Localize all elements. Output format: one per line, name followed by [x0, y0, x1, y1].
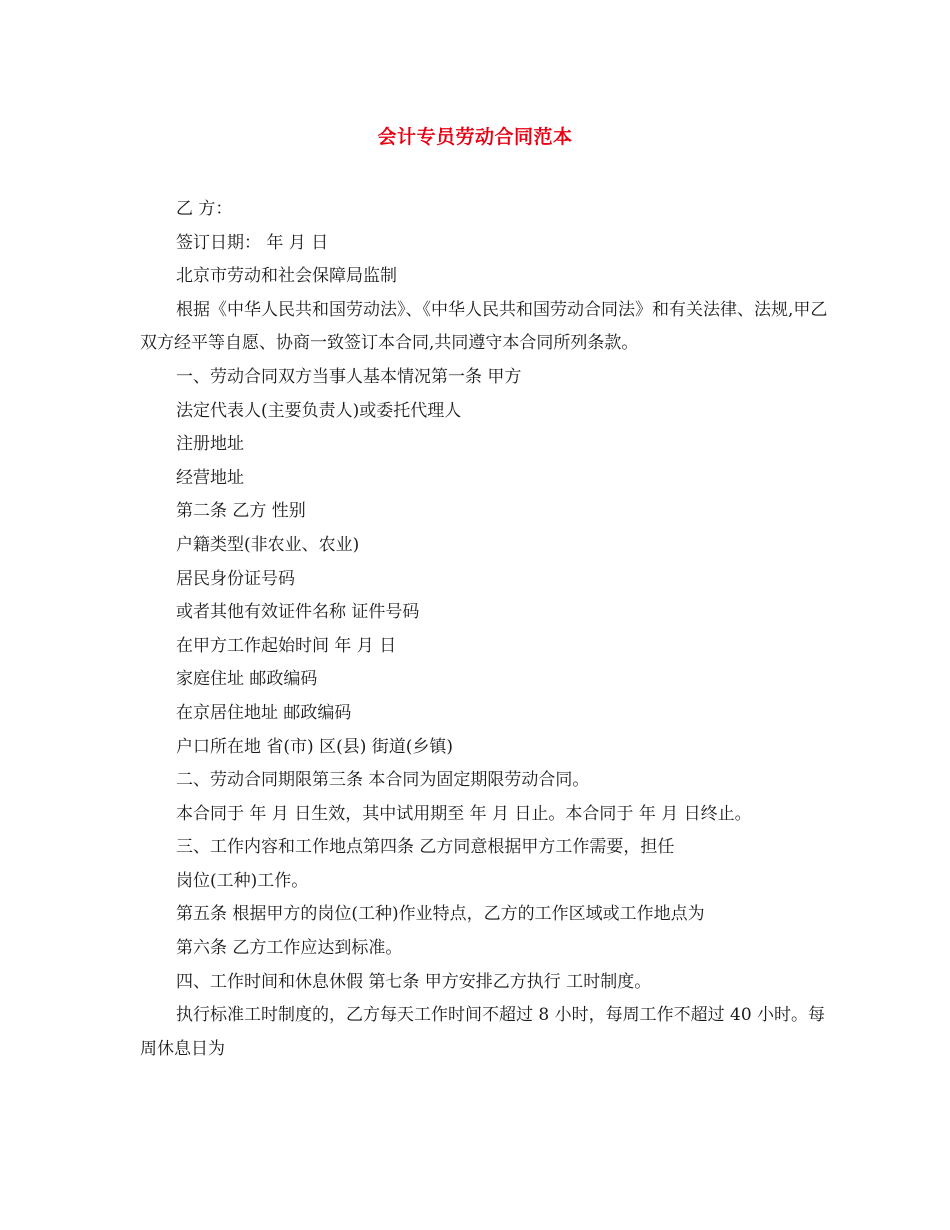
paragraph: 居民身份证号码	[176, 568, 295, 589]
paragraph: 第六条 乙方工作应达到标准。	[176, 938, 403, 959]
paragraph: 户口所在地 省(市) 区(县) 街道(乡镇)	[176, 736, 454, 757]
paragraph: 经营地址	[176, 467, 244, 488]
paragraph: 三、工作内容和工作地点第四条 乙方同意根据甲方工作需要，担任	[176, 837, 675, 858]
paragraph: 四、工作时间和休息休假 第七条 甲方安排乙方执行 工时制度。	[176, 971, 652, 992]
paragraph: 注册地址	[176, 434, 244, 455]
paragraph: 法定代表人(主要负责人)或委托代理人	[176, 400, 462, 421]
paragraph: 根据《中华人民共和国劳动法》、《中华人民共和国劳动合同法》和有关法律、法规,甲乙双方经平等自愿、协商一致签订本合同,共同遵守本合同所列条款。	[140, 299, 828, 354]
paragraph: 签订日期： 年 月 日	[176, 232, 329, 253]
paragraph: 第五条 根据甲方的岗位(工种)作业特点，乙方的工作区域或工作地点为	[176, 904, 705, 925]
paragraph: 户籍类型(非农业、农业)	[176, 534, 360, 555]
paragraph: 在甲方工作起始时间 年 月 日	[176, 635, 397, 656]
paragraph: 家庭住址 邮政编码	[176, 669, 318, 690]
paragraph: 北京市劳动和社会保障局监制	[176, 266, 397, 287]
document-body	[140, 193, 830, 1066]
paragraph: 乙 方：	[176, 199, 233, 219]
paragraph: 在京居住地址 邮政编码	[176, 702, 352, 723]
paragraph: 一、劳动合同双方当事人基本情况第一条 甲方	[176, 366, 522, 387]
document-title: 会计专员劳动合同范本	[377, 126, 573, 148]
paragraph: 二、劳动合同期限第三条 本合同为固定期限劳动合同。	[176, 770, 590, 791]
paragraph: 或者其他有效证件名称 证件号码	[176, 602, 420, 623]
paragraph: 执行标准工时制度的，乙方每天工作时间不超过 8 小时，每周工作不超过 40 小时。每周休息日为	[140, 1005, 826, 1059]
paragraph: 第二条 乙方 性别	[176, 501, 306, 522]
paragraph: 岗位(工种)工作。	[176, 870, 309, 891]
paragraph: 本合同于 年 月 日生效，其中试用期至 年 月 日止。本合同于 年 月 日终止。	[176, 803, 752, 824]
